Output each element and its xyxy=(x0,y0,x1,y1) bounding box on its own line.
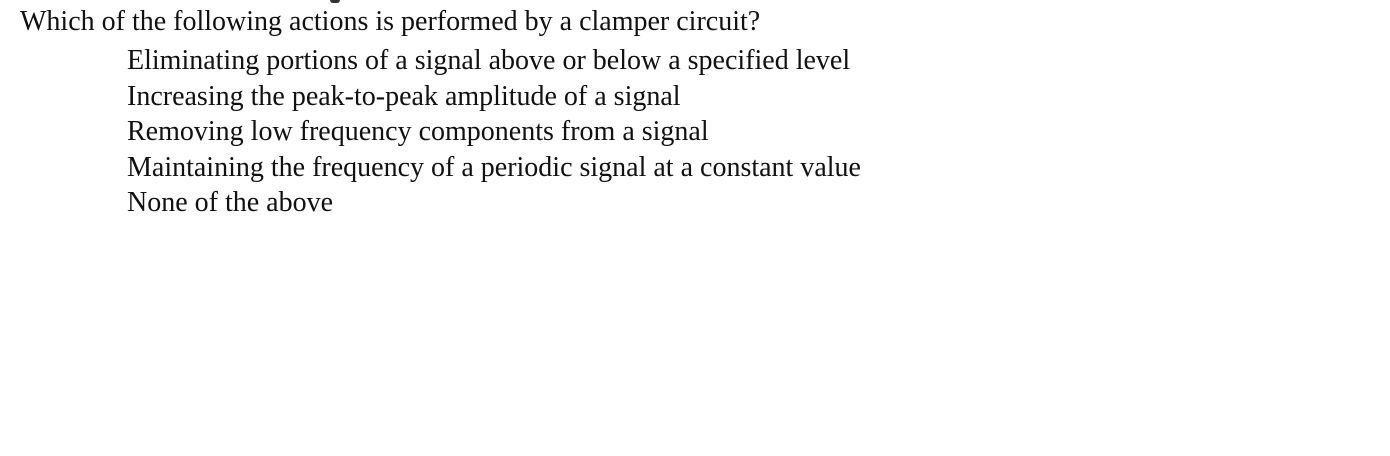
answer-option: Removing low frequency components from a signal xyxy=(127,116,709,147)
answer-options-list xyxy=(127,43,861,221)
answer-option: Eliminating portions of a signal above or below a specified level xyxy=(127,45,851,76)
question-text: Which of the following actions is performed by a clamper circuit? xyxy=(20,6,761,37)
answer-option: None of the above xyxy=(127,187,334,218)
answer-option: Maintaining the frequency of a periodic signal at a constant value xyxy=(127,151,861,183)
answer-option: Increasing the peak-to-peak amplitude of a signal xyxy=(127,80,681,112)
scan-artifact xyxy=(330,0,340,3)
